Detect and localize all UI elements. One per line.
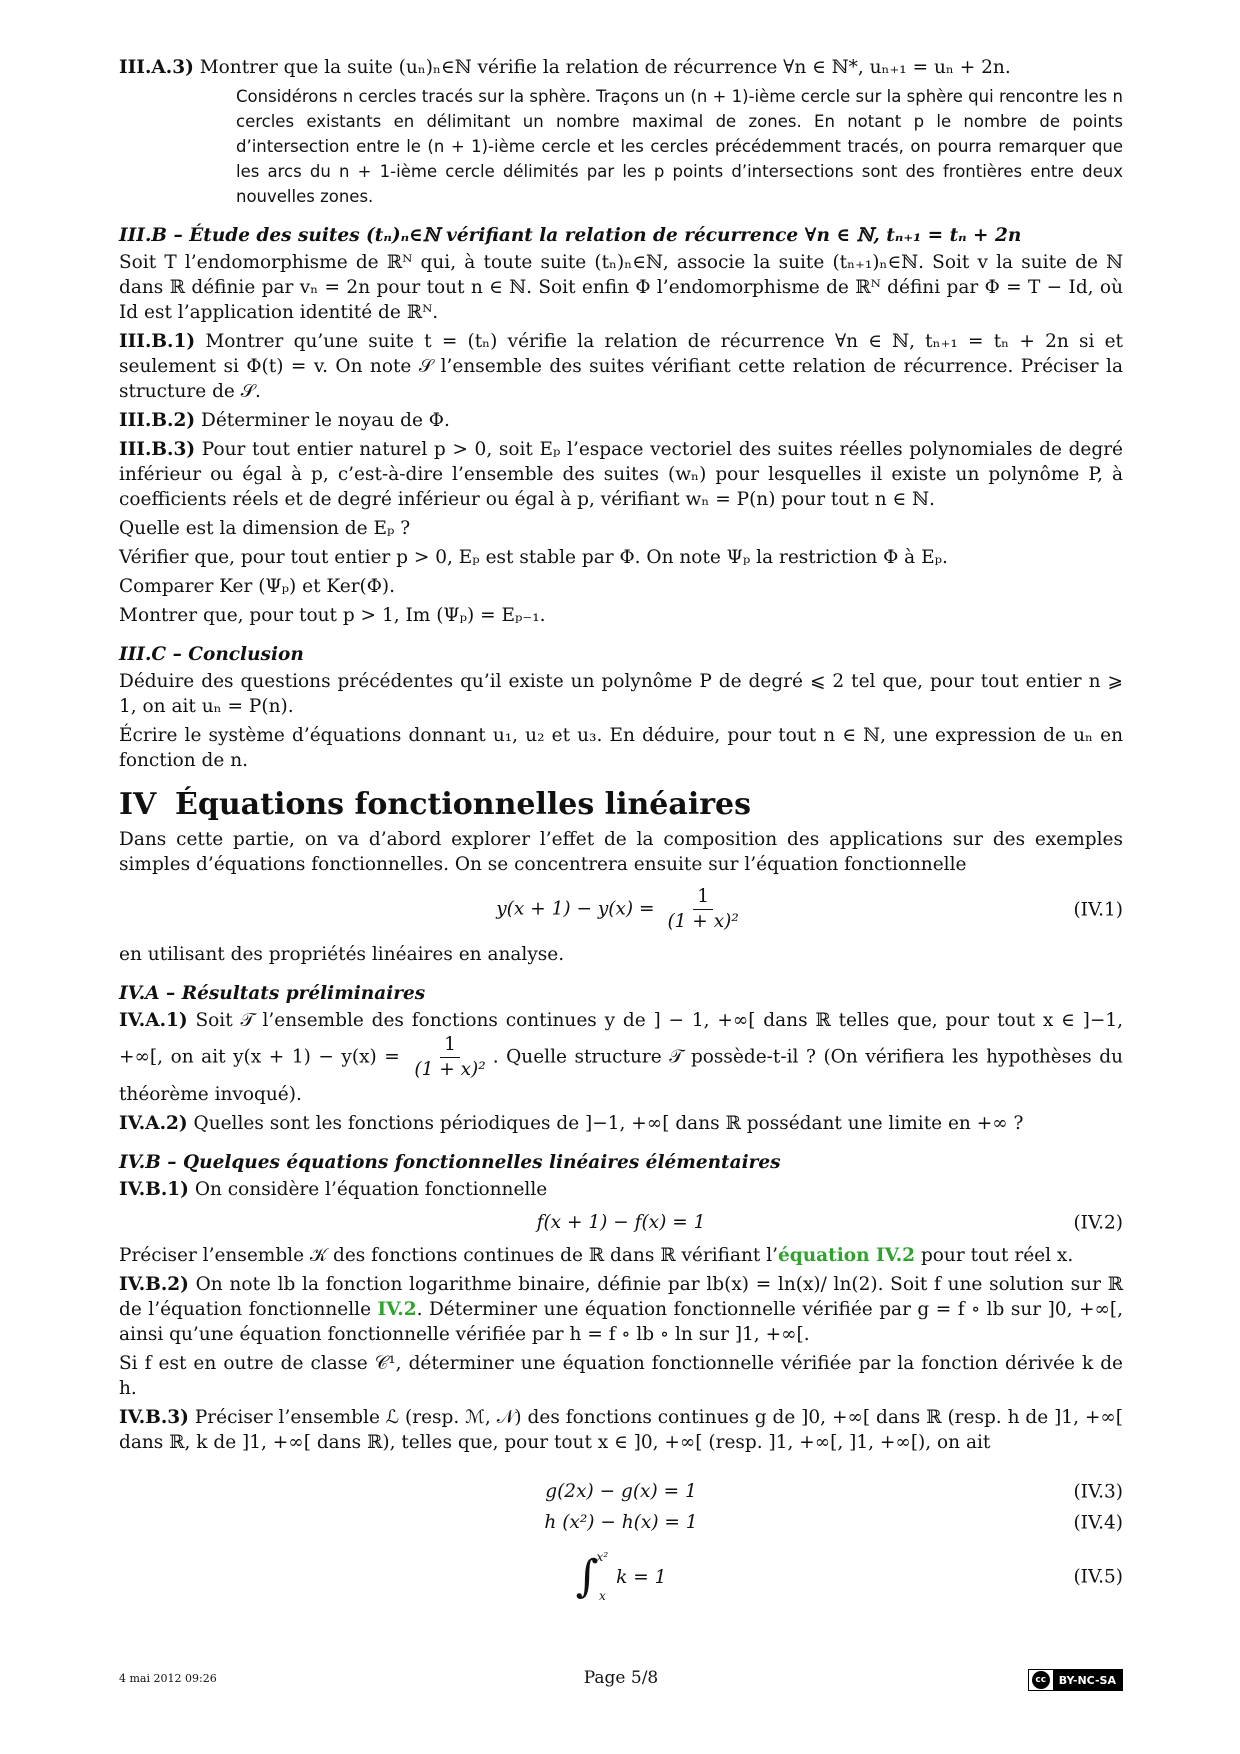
question-label: III.B.1) [119, 331, 196, 352]
subsection-label: III.B – [119, 225, 183, 246]
paragraph-C1: Si f est en outre de classe 𝒞¹, déterminer une équation fonctionnelle vérifiée par la fonction dérivée k de h. [119, 1353, 1123, 1399]
question-text: Montrer qu’une suite t = (tₙ) vérifie la relation de récurrence ∀n ∈ ℕ, tₙ₊₁ = tₙ + 2n si et seulement si Φ(t) = v. On note 𝒮 l’ensemble des suites vérifiant cette relation de récurrence. Préciser la structure de 𝒮. [119, 331, 1123, 402]
equation-IV-2-link[interactable]: équation IV.2 [778, 1245, 916, 1266]
equation-IV-1 [119, 885, 1123, 934]
question-label: IV.A.1) [119, 1010, 188, 1031]
text-after-link: . Déterminer une équation fonctionnelle vérifiée par g = f ∘ lb sur ]0, +∞[, ainsi qu’une équation fonctionnelle vérifiée par h = f ∘ lb ∘ ln sur ]1, +∞[. [119, 1299, 1123, 1345]
spacer [119, 1459, 1123, 1473]
subsection-label: IV.A – [119, 983, 176, 1004]
question-label: IV.B.1) [119, 1179, 189, 1200]
question-III-A-3 [119, 55, 1123, 80]
equation-IV-4 [119, 1510, 1123, 1535]
question-text: Préciser l’ensemble ℒ (resp. ℳ, 𝒩) des fonctions continues g de ]0, +∞[ dans ℝ (resp. h de ]1, +∞[ dans ℝ, k de ]1, +∞[ dans ℝ), telles que, pour tout x ∈ ]0, +∞[ (resp. ]1, +∞[, ]1, +∞[), on ait [119, 1407, 1123, 1453]
question-label: III.A.3) [119, 57, 194, 78]
fraction-denominator: (1 + x)² [414, 1059, 486, 1080]
question-label: IV.B.3) [119, 1407, 189, 1428]
subsection-III-C [119, 642, 1123, 667]
question-III-B-1 [119, 329, 1123, 404]
question-IV-A-1 [119, 1008, 1123, 1107]
section-number: IV [119, 787, 157, 822]
question-IV-B-1 [119, 1177, 1123, 1202]
fraction-numerator: 1 [440, 1033, 460, 1058]
subsection-title: Résultats préliminaires [181, 983, 426, 1004]
license-text: BY-NC-SA [1053, 1670, 1122, 1690]
paragraph-III-B-intro: Soit T l’endomorphisme de ℝᴺ qui, à toute suite (tₙ)ₙ∈ℕ, associe la suite (tₙ₊₁)ₙ∈ℕ. Soit v la suite de ℕ dans ℝ définie par vₙ = 2n pour tout n ∈ ℕ. Soit enfin Φ l’endomorphisme de ℝᴺ défini par Φ = T − Id, où Id est l’application identité de ℝᴺ. [119, 252, 1123, 323]
question-IV-B-3 [119, 1405, 1123, 1455]
page-footer [119, 1668, 1123, 1692]
paragraph-image: Montrer que, pour tout p > 1, Im (Ψₚ) = Eₚ₋₁. [119, 605, 546, 626]
equation-tag: (IV.4) [1073, 1512, 1123, 1533]
subsection-label: IV.B – [119, 1152, 177, 1173]
equation-tag: (IV.3) [1073, 1481, 1123, 1502]
paragraph-stable: Vérifier que, pour tout entier p > 0, Eₚ est stable par Φ. On note Ψₚ la restriction Φ à Eₚ. [119, 547, 948, 568]
equation-tag: (IV.5) [1073, 1566, 1123, 1588]
paragraph-IV-B-1-after [119, 1243, 1123, 1268]
equation-tag: (IV.1) [1073, 899, 1123, 920]
license-badge[interactable] [1028, 1669, 1123, 1691]
question-III-B-2 [119, 408, 1123, 433]
question-IV-B-2 [119, 1272, 1123, 1347]
paragraph-IV-intro: Dans cette partie, on va d’abord explorer l’effet de la composition des applications sur des exemples simples d’équations fonctionnelles. On se concentrera ensuite sur l’équation fonctionnelle [119, 829, 1123, 875]
fraction-numerator: 1 [693, 885, 713, 910]
subsection-title: Quelques équations fonctionnelles linéaires élémentaires [183, 1152, 781, 1173]
page-content [119, 55, 1123, 1619]
subsection-title: Étude des suites (tₙ)ₙ∈ℕ vérifiant la relation de récurrence ∀n ∈ ℕ, tₙ₊₁ = tₙ + 2n [189, 225, 1022, 246]
section-title: Équations fonctionnelles linéaires [175, 787, 751, 822]
subsection-III-B [119, 223, 1123, 248]
question-III-B-3 [119, 437, 1123, 512]
question-label: IV.B.2) [119, 1274, 189, 1295]
paragraph-dimension: Quelle est la dimension de Eₚ ? [119, 518, 411, 539]
question-text: Quelles sont les fonctions périodiques de ]−1, +∞[ dans ℝ possédant une limite en +∞ ? [193, 1113, 1024, 1134]
question-text: Déterminer le noyau de Φ. [201, 410, 450, 431]
footer-page-number: Page 5/8 [583, 1668, 659, 1688]
question-label: III.B.3) [119, 439, 196, 460]
text-before-link: On note lb la fonction logarithme binaire, définie par lb(x) = ln(x)/ ln(2). Soit f une solution sur ℝ de l’équation fonctionnelle [119, 1274, 1123, 1320]
integral-body: k = 1 [616, 1566, 667, 1588]
question-IV-A-2 [119, 1111, 1123, 1136]
question-text-1: Soit 𝒯 l’ensemble des fonctions continues y de ] − 1, +∞[ dans ℝ telles que, pour tout x ∈ ]−1, +∞[, on ait y(x + 1) − y(x) = [119, 1010, 1123, 1068]
subsection-title: Conclusion [188, 644, 304, 665]
question-text: On considère l’équation fonctionnelle [194, 1179, 548, 1200]
question-text-2: . Quelle structure 𝒯 possède-t-il ? (On vérifiera les hypothèses du théorème invoqué). [119, 1046, 1123, 1105]
question-label: III.B.2) [119, 410, 196, 431]
text-after-link: pour tout réel x. [915, 1245, 1074, 1266]
fraction-denominator: (1 + x)² [667, 911, 739, 932]
equation-IV-2 [119, 1210, 1123, 1235]
footer-date: 4 mai 2012 09:26 [119, 1672, 217, 1685]
subsection-IV-A [119, 981, 1123, 1006]
subsection-IV-B [119, 1150, 1123, 1175]
equation-fraction [663, 885, 742, 934]
equation-IV-2-link[interactable]: IV.2 [377, 1299, 417, 1320]
integral-lower-limit: x [598, 1589, 606, 1603]
integral-upper-limit: x² [596, 1550, 609, 1564]
integral-limits [597, 1545, 609, 1609]
integral-sign: ∫ [575, 1551, 599, 1602]
text-before-link: Préciser l’ensemble 𝒦 des fonctions continues de ℝ dans ℝ vérifiant l’ [119, 1245, 779, 1266]
question-text: Montrer que la suite (uₙ)ₙ∈ℕ vérifie la relation de récurrence ∀n ∈ ℕ*, uₙ₊₁ = uₙ + 2n. [199, 57, 1011, 78]
paragraph-conclusion-2: Écrire le système d’équations donnant u₁, u₂ et u₃. En déduire, pour tout n ∈ ℕ, une expression de uₙ en fonction de n. [119, 725, 1123, 771]
subsection-label: III.C – [119, 644, 182, 665]
equation-expression: h (x²) − h(x) = 1 [544, 1512, 698, 1533]
hint-III-A-3: Considérons n cercles tracés sur la sphère. Traçons un (n + 1)-ième cercle sur la sphère qui rencontre les n cercles existants en délimitant un nombre maximal de zones. En notant p le nombre de points d’intersection entre le (n + 1)-ième cercle et les cercles précédemment tracés, on pourra remarquer que les arcs du n + 1-ième cercle délimités par les p points d’intersections sont des frontières entre deux nouvelles zones. [236, 87, 1123, 206]
paragraph-conclusion-1: Déduire des questions précédentes qu’il existe un polynôme P de degré ⩽ 2 tel que, pour tout entier n ⩾ 1, on ait uₙ = P(n). [119, 671, 1123, 717]
equation-IV-5 [119, 1545, 1123, 1609]
paragraph-compare: Comparer Ker (Ψₚ) et Ker(Φ). [119, 576, 396, 597]
equation-tag: (IV.2) [1073, 1212, 1123, 1233]
question-text: Pour tout entier naturel p > 0, soit Eₚ l’espace vectoriel des suites réelles polynomiales de degré inférieur ou égal à p, c’est-à-dire l’ensemble des suites (wₙ) pour lesquelles il existe un polynôme P, à coefficients réels et de degré inférieur ou égal à p, vérifiant wₙ = P(n) pour tout n ∈ ℕ. [119, 439, 1123, 510]
paragraph-IV-after: en utilisant des propriétés linéaires en analyse. [119, 944, 565, 965]
section-IV-heading [119, 787, 1123, 823]
question-label: IV.A.2) [119, 1113, 188, 1134]
equation-IV-3 [119, 1479, 1123, 1504]
equation-lhs: y(x + 1) − y(x) = [496, 898, 655, 920]
equation-expression: f(x + 1) − f(x) = 1 [536, 1212, 706, 1233]
inline-fraction [410, 1033, 489, 1082]
cc-icon: cc [1032, 1671, 1050, 1689]
equation-expression: g(2x) − g(x) = 1 [545, 1481, 697, 1502]
integral-expression [576, 1545, 667, 1609]
